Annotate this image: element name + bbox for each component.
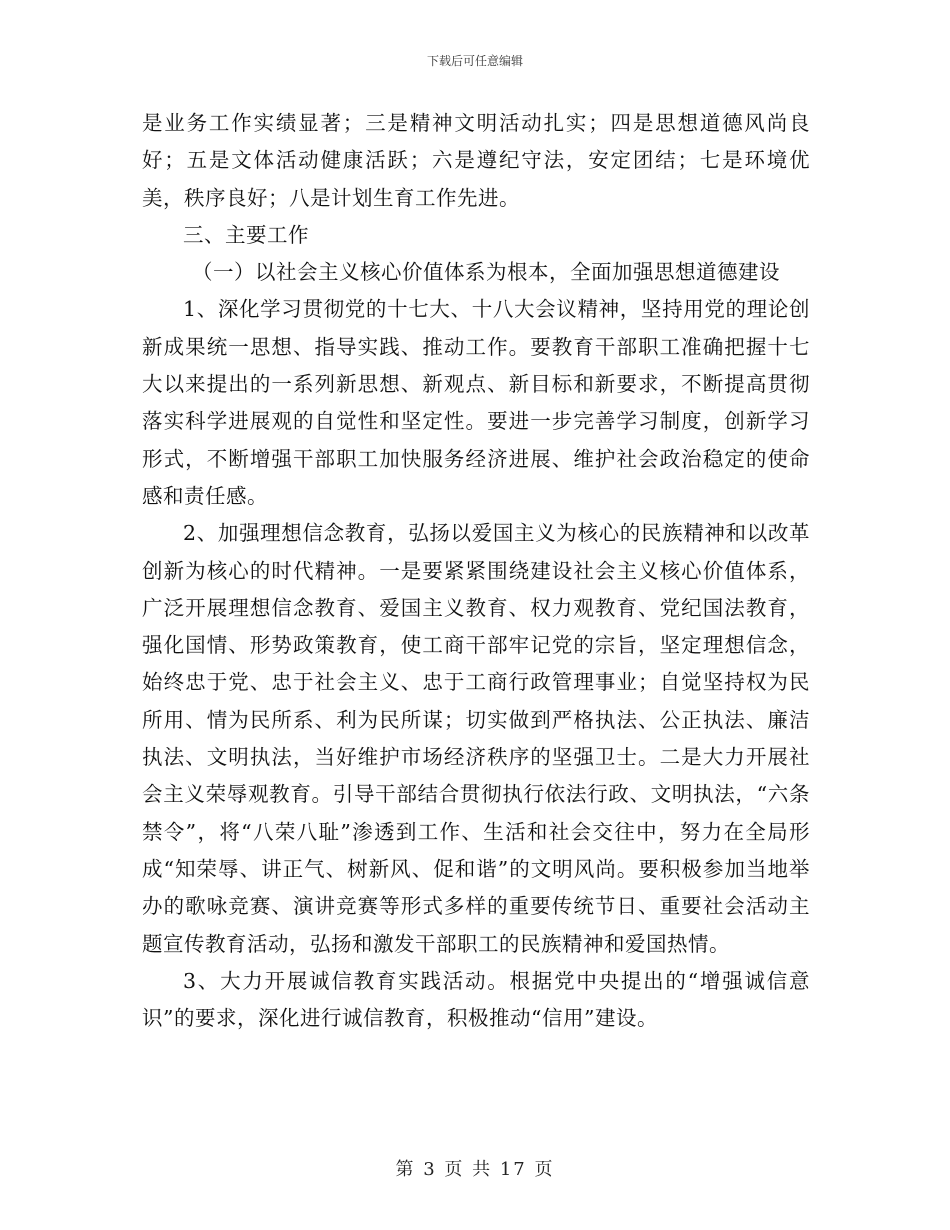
page-header: 下载后可任意编辑 — [426, 54, 523, 68]
document-body — [142, 105, 810, 1037]
paragraph-continuation: 是业务工作实绩显著；三是精神文明活动扎实；四是思想道德风尚良好；五是文体活动健康活跃；六是遵纪守法，安定团结；七是环境优美，秩序良好；八是计划生育工作先进。 — [142, 111, 810, 210]
paragraph-item-1: 1、深化学习贯彻党的十七大、十八大会议精神，坚持用党的理论创新成果统一思想、指导实践、推动工作。要教育干部职工准确把握十七大以来提出的一系列新思想、新观点、新目标和新要求，不断提高贯彻落实科学进展观的自觉性和坚定性。要进一步完善学习制度，创新学习形式，不断增强干部职工加快服务经济进展、维护社会政治稳定的使命感和责任感。 — [142, 297, 810, 508]
subsection-heading: （一）以社会主义核心价值体系为根本，全面加强思想道德建设 — [192, 260, 780, 285]
section-heading: 三、主要工作 — [183, 222, 309, 247]
paragraph-item-3: 3、大力开展诚信教育实践活动。根据党中央提出的“增强诚信意识”的要求，深化进行诚信教育，积极推动“信用”建设。 — [142, 968, 810, 1031]
paragraph-item-2: 2、加强理想信念教育，弘扬以爱国主义为核心的民族精神和以改革创新为核心的时代精神。一是要紧紧围绕建设社会主义核心价值体系，广泛开展理想信念教育、爱国主义教育、权力观教育、党纪国法教育，强化国情、形势政策教育，使工商干部牢记党的宗旨，坚定理想信念，始终忠于党、忠于社会主义、忠于工商行政管理事业；自觉坚持权为民所用、情为民所系、利为民所谋；切实做到严格执法、公正执法、廉洁执法、文明执法，当好维护市场经济秩序的坚强卫士。二是大力开展社会主义荣辱观教育。引导干部结合贯彻执行依法行政、文明执法，“六条禁令”，将“八荣八耻”渗透到工作、生活和社会交往中，努力在全局形成“知荣辱、讲正气、树新风、促和谐”的文明风尚。要积极参加当地举办的歌咏竞赛、演讲竞赛等形式多样的重要传统节日、重要社会活动主题宣传教育活动，弘扬和激发干部职工的民族精神和爱国热情。 — [142, 521, 810, 956]
page-footer: 第 3 页 共 17 页 — [395, 1159, 555, 1180]
